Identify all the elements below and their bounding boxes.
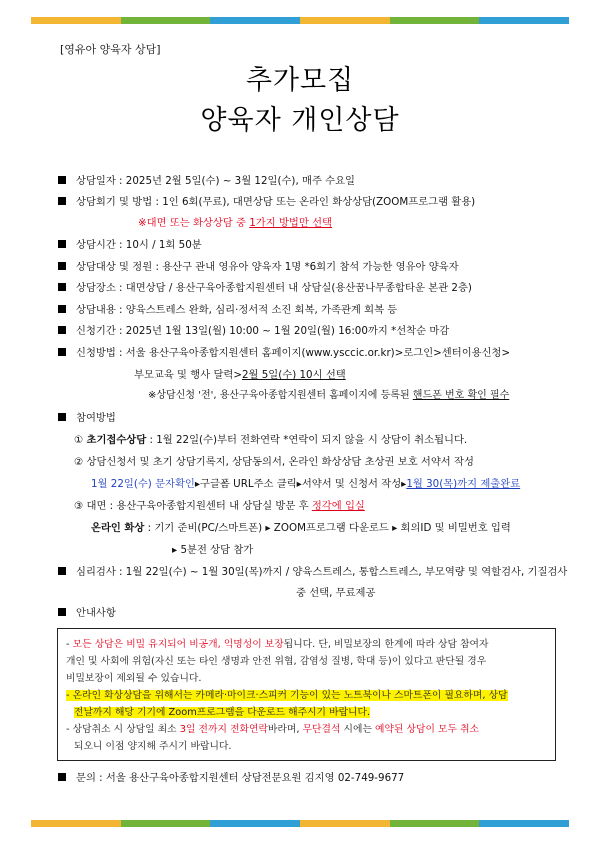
notice-line4: - 온라인 화상상담을 위해서는 카메라·마이크·스피커 기능이 있는 노트북이나 스마트폰이 필요하며, 상담 [66,690,508,701]
item-target: 상담대상 및 정원 : 용산구 관내 영유아 양육자 1명 *6회기 참석 가능한 영유아 양육자 [58,260,459,274]
method-link: 2월 5일(수) 10시 선택 [241,369,346,381]
notice-line3: 비밀보장이 제외될 수 있습니다. [66,673,202,684]
page-title: 추가모집 [245,65,355,96]
top-color-bar [31,17,569,24]
item-contact: 문의 : 서울 용산구육아종합지원센터 상담전문요원 김지영 02-749-9677 [58,771,404,785]
notice-box [57,628,556,761]
participate-online: 온라인 화상 : 기기 준비(PC/스마트폰) ▸ ZOOM프로그램 다운로드 ▸ 회의ID 및 비밀번호 입력 [91,522,511,534]
test-line2: 중 선택, 무료제공 [296,587,376,599]
bullet-icon [58,413,66,421]
bullet-icon [58,567,66,575]
item-place: 상담장소 : 대면상담 / 용산구육아종합지원센터 내 상담실(용산꿈나무종합타운 본관 2층) [58,281,472,295]
notice-line6: - 상담취소 시 상담일 최소 3일 전까지 전화연락바라며, 무단결석 시에는 예약된 상담이 모두 취소 [66,724,480,735]
bullet-icon [58,348,66,356]
participate-step2: ② 상담신청서 및 초기 상담기록지, 상담동의서, 온라인 화상상담 초상권 보호 서약서 작성 [74,456,474,468]
participate-online-2: ▸ 5분전 상담 참가 [172,544,254,556]
notice-line1: - 모든 상담은 비밀 유지되어 비공개, 익명성이 보장됩니다. 단, 비밀보장의 한계에 따라 상담 참여자 [66,639,489,650]
item-test: 심리검사 : 1월 22일(수) ~ 1월 30일(목)까지 / 양육스트레스, 통합스트레스, 부모역량 및 역할검사, 기질검사 [58,565,567,579]
item-content: 상담내용 : 양육스트레스 완화, 심리·정서적 소진 회복, 가족관계 회복 등 [58,303,397,317]
notice-line7: 되오니 이점 양지해 주시기 바랍니다. [74,741,232,752]
bullet-icon [58,326,66,334]
item-participate: 참여방법 [58,411,116,425]
participate-step1: ① 초기접수상담 : 1월 22일(수)부터 전화연락 *연락이 되지 않을 시 상담이 취소됩니다. [74,434,468,446]
bullet-icon [58,305,66,313]
item-method: 신청방법 : 서울 용산구육아종합지원센터 홈페이지(www.ysccic.or.kr)>로그인>센터이용신청> [58,346,510,360]
item-sessions: 상담회기 및 방법 : 1인 6회(무료), 대면상담 또는 온라인 화상상담(ZOOM프로그램 활용) [58,195,475,209]
item-date: 상담일자 : 2025년 2월 5일(수) ~ 3월 12일(수), 매주 수요일 [58,174,355,188]
item-notice: 안내사항 [58,606,116,620]
sessions-note: ※대면 또는 화상상담 중 1가지 방법만 선택 [138,217,332,229]
item-hours: 상담시간 : 10시 / 1회 50분 [58,238,202,252]
bullet-icon [58,283,66,291]
bullet-icon [58,608,66,616]
notice-line5: 전날까지 해당 기기에 Zoom프로그램을 다운로드 해주시기 바랍니다. [74,707,371,718]
bottom-color-bar [31,820,569,827]
category-tag: [영유아 양육자 상담] [60,43,161,56]
bullet-icon [58,240,66,248]
notice-line2: 개인 및 사회에 위험(자신 또는 타인 생명과 안전 위협, 감염성 질병, 학대 등)이 있다고 판단될 경우 [66,656,487,667]
bullet-icon [58,176,66,184]
bullet-icon [58,773,66,781]
method-line2: 부모교육 및 행사 달력>2월 5일(수) 10시 선택 [134,369,346,381]
participate-step3: ③ 대면 : 용산구육아종합지원센터 내 상담실 방문 후 정각에 입실 [74,500,365,512]
item-period: 신청기간 : 2025년 1월 13일(월) 10:00 ~ 1월 20일(월) 16:00까지 *선착순 마감 [58,324,449,338]
page-subtitle: 양육자 개인상담 [200,105,400,136]
method-line3: ※상담신청 '전', 용산구육아종합지원센터 홈페이지에 등록된 핸드폰 번호 확인 필수 [148,390,510,401]
bullet-icon [58,197,66,205]
participate-step2-detail: 1월 22일(수) 문자확인▸구글폼 URL주소 클릭▸서약서 및 신청서 작성▸1월 30(목)까지 제출완료 [91,478,521,490]
bullet-icon [58,262,66,270]
